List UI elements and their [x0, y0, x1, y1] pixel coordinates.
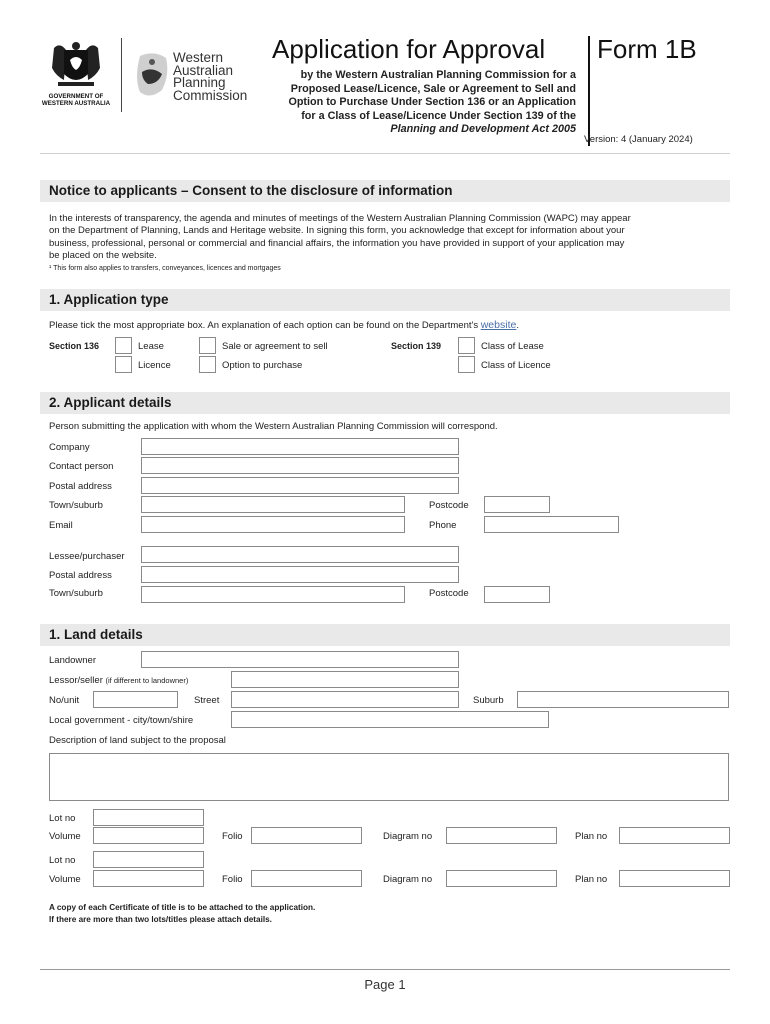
lessor-seller-note: (if different to landowner) [105, 676, 189, 685]
notice-heading-band [40, 180, 730, 202]
land-description-label: Description of land subject to the proposal [49, 735, 226, 746]
section-136-label: Section 136 [49, 341, 100, 351]
lessor-seller-text: Lessor/seller [49, 675, 103, 686]
certificate-note [49, 902, 315, 925]
lot-no-2-field[interactable] [93, 851, 204, 868]
plan-no-label: Plan no [575, 831, 608, 842]
diagram-no-2-field[interactable] [446, 870, 557, 887]
wapc-logo-icon [132, 50, 172, 102]
application-type-heading: 1. Application type [49, 292, 169, 307]
landowner-field[interactable] [141, 651, 459, 668]
class-of-licence-checkbox[interactable] [458, 356, 475, 373]
sale-agreement-label: Sale or agreement to sell [222, 341, 328, 352]
subtitle-line4: for a Class of Lease/Licence Under Section 139 of the [301, 109, 576, 122]
street-label: Street [194, 695, 220, 706]
landowner-label: Landowner [49, 655, 97, 666]
class-of-licence-label: Class of Licence [481, 360, 551, 371]
subtitle-line1: by the Western Australian Planning Commission for a [300, 69, 576, 81]
government-label [40, 93, 112, 107]
notice-heading: Notice to applicants – Consent to the disclosure of information [49, 183, 453, 198]
email-field[interactable] [141, 516, 405, 533]
title-divider [588, 36, 590, 146]
certificate-note-line2: If there are more than two lots/titles please attach details. [49, 914, 272, 924]
option-to-purchase-label: Option to purchase [222, 360, 303, 371]
street-field[interactable] [231, 691, 459, 708]
subtitle-act: Planning and Development Act 2005 [390, 123, 576, 135]
contact-person-field[interactable] [141, 457, 459, 474]
lessee-postcode-label: Postcode [429, 588, 469, 599]
no-unit-field[interactable] [93, 691, 178, 708]
class-of-lease-label: Class of Lease [481, 341, 544, 352]
section-139-label: Section 139 [391, 341, 442, 351]
email-label: Email [49, 520, 73, 531]
town-suburb-label: Town/suburb [49, 500, 103, 511]
local-government-label: Local government - city/town/shire [49, 715, 194, 726]
government-label-line1: GOVERNMENT OF [48, 93, 104, 100]
lessor-seller-label [49, 675, 188, 686]
volume-field[interactable] [93, 827, 204, 844]
postal-address-field[interactable] [141, 477, 459, 494]
plan-no-2-label: Plan no [575, 874, 608, 885]
notice-line: In the interests of transparency, the agenda and minutes of meetings of the Western Australian Planning Commission (WAPC) may appear [49, 213, 631, 224]
form-number: Form 1B [597, 34, 697, 64]
lessee-town-suburb-field[interactable] [141, 586, 405, 603]
instruction-text: Please tick the most appropriate box. An explanation of each option can be found on the Department's [49, 320, 479, 331]
lease-label: Lease [138, 341, 164, 352]
lot-no-field[interactable] [93, 809, 204, 826]
land-details-heading: 1. Land details [49, 627, 143, 642]
class-of-lease-checkbox[interactable] [458, 337, 475, 354]
lot-no-label: Lot no [49, 813, 76, 824]
local-government-field[interactable] [231, 711, 549, 728]
lessee-postal-address-label: Postal address [49, 570, 112, 581]
phone-field[interactable] [484, 516, 619, 533]
postal-address-label: Postal address [49, 481, 112, 492]
land-description-textarea[interactable] [49, 753, 729, 801]
applicant-details-band [40, 392, 730, 414]
lessee-purchaser-field[interactable] [141, 546, 459, 563]
notice-line: on the Department of Planning, Lands and Heritage website. In signing this form, you acknowledge that except for information about your [49, 225, 625, 237]
folio-field[interactable] [251, 827, 362, 844]
logo-divider [121, 38, 122, 112]
postcode-field[interactable] [484, 496, 550, 513]
suburb-field[interactable] [517, 691, 729, 708]
company-label: Company [49, 442, 90, 453]
suburb-label: Suburb [473, 695, 504, 706]
form-subtitle [250, 69, 576, 137]
subtitle-line3: Option to Purchase Under Section 136 or an Application [288, 96, 576, 108]
notice-line: be placed on the website. [49, 249, 157, 261]
instruction-period: . [516, 320, 519, 331]
option-to-purchase-checkbox[interactable] [199, 356, 216, 373]
contact-person-label: Contact person [49, 461, 114, 472]
lot-no-2-label: Lot no [49, 855, 76, 866]
town-suburb-field[interactable] [141, 496, 405, 513]
volume-2-label: Volume [49, 874, 81, 885]
notice-paragraph [49, 213, 729, 262]
form-title: Application for Approval [272, 34, 546, 64]
land-details-band [40, 624, 730, 646]
sale-agreement-checkbox[interactable] [199, 337, 216, 354]
postcode-label: Postcode [429, 500, 469, 511]
diagram-no-label: Diagram no [383, 831, 433, 842]
page-number: Page 1 [364, 977, 406, 992]
licence-label: Licence [138, 360, 171, 371]
lessee-town-suburb-label: Town/suburb [49, 588, 103, 599]
plan-no-2-field[interactable] [619, 870, 730, 887]
website-link[interactable]: website [480, 319, 517, 331]
lessee-postal-address-field[interactable] [141, 566, 459, 583]
company-field[interactable] [141, 438, 459, 455]
folio-label: Folio [222, 831, 243, 842]
version-label: Version: 4 (January 2024) [584, 134, 693, 145]
certificate-note-line1: A copy of each Certificate of title is to be attached to the application. [49, 903, 316, 912]
application-type-band [40, 289, 730, 311]
notice-line: business, professional, personal or commercial and financial affairs, the information you have provided in support of your application may [49, 237, 625, 249]
government-label-line2: WESTERN AUSTRALIA [41, 100, 111, 107]
lessee-postcode-field[interactable] [484, 586, 550, 603]
no-unit-label: No/unit [49, 695, 80, 706]
volume-label: Volume [49, 831, 81, 842]
lessee-purchaser-label: Lessee/purchaser [49, 551, 125, 562]
wapc-logo-text: Western Australian Planning Commission [173, 50, 248, 103]
notice-footnote: ¹ This form also applies to transfers, conveyances, licences and mortgages [49, 265, 281, 272]
plan-no-field[interactable] [619, 827, 730, 844]
phone-label: Phone [429, 520, 457, 531]
licence-checkbox[interactable] [115, 356, 132, 373]
folio-2-label: Folio [222, 874, 243, 885]
subtitle-line2: Proposed Lease/Licence, Sale or Agreement to Sell and [290, 82, 576, 95]
folio-2-field[interactable] [251, 870, 362, 887]
application-type-instruction [49, 319, 519, 331]
diagram-no-field[interactable] [446, 827, 557, 844]
footer-rule [40, 969, 730, 970]
lease-checkbox[interactable] [115, 337, 132, 354]
applicant-instruction: Person submitting the application with whom the Western Australian Planning Commission will correspond. [49, 421, 498, 432]
volume-2-field[interactable] [93, 870, 204, 887]
lessor-seller-field[interactable] [231, 671, 459, 688]
header-rule [40, 153, 730, 154]
diagram-no-2-label: Diagram no [383, 874, 433, 885]
applicant-details-heading: 2. Applicant details [49, 395, 172, 410]
